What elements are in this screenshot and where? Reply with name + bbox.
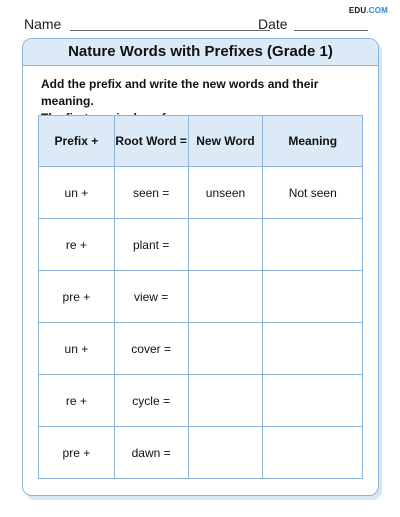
root-word-cell: cycle =: [114, 375, 188, 427]
column-header-new-word: New Word: [188, 116, 263, 167]
table-row: [39, 323, 363, 375]
new-word-cell: unseen: [188, 167, 263, 219]
brand-logo-suffix: .COM: [366, 6, 388, 15]
column-header-meaning: Meaning: [263, 116, 363, 167]
meaning-cell[interactable]: [263, 375, 363, 427]
prefix-cell: pre +: [39, 427, 115, 479]
root-word-cell: plant =: [114, 219, 188, 271]
new-word-cell[interactable]: [188, 375, 263, 427]
worksheet-panel: [22, 38, 379, 496]
name-label: Name: [24, 16, 62, 32]
new-word-cell[interactable]: [188, 271, 263, 323]
table-row: [39, 427, 363, 479]
prefix-cell: re +: [39, 219, 115, 271]
column-header-root-word: Root Word =: [114, 116, 188, 167]
root-word-cell: view =: [114, 271, 188, 323]
new-word-cell[interactable]: [188, 427, 263, 479]
meaning-cell[interactable]: [263, 323, 363, 375]
date-label: Date: [258, 16, 288, 32]
column-header-prefix: Prefix +: [39, 116, 115, 167]
meaning-cell[interactable]: [263, 219, 363, 271]
date-writing-line[interactable]: [294, 30, 368, 31]
instructions-line-1: Add the prefix and write the new words and their meaning.: [41, 77, 319, 108]
student-info-header: [22, 14, 392, 34]
prefix-cell: un +: [39, 323, 115, 375]
prefix-cell: re +: [39, 375, 115, 427]
table-row: [39, 219, 363, 271]
table-row: [39, 271, 363, 323]
root-word-cell: cover =: [114, 323, 188, 375]
brand-logo: [349, 6, 388, 15]
root-word-cell: seen =: [114, 167, 188, 219]
new-word-cell[interactable]: [188, 323, 263, 375]
prefix-table: [38, 115, 363, 479]
table-header-row: [39, 116, 363, 167]
worksheet-title: Nature Words with Prefixes (Grade 1): [23, 39, 378, 66]
meaning-cell: Not seen: [263, 167, 363, 219]
prefix-cell: pre +: [39, 271, 115, 323]
brand-logo-main: EDU: [348, 6, 367, 15]
new-word-cell[interactable]: [188, 219, 263, 271]
meaning-cell[interactable]: [263, 427, 363, 479]
root-word-cell: dawn =: [114, 427, 188, 479]
table-row: [39, 375, 363, 427]
table-row: [39, 167, 363, 219]
name-writing-line[interactable]: [70, 30, 270, 31]
meaning-cell[interactable]: [263, 271, 363, 323]
prefix-cell: un +: [39, 167, 115, 219]
